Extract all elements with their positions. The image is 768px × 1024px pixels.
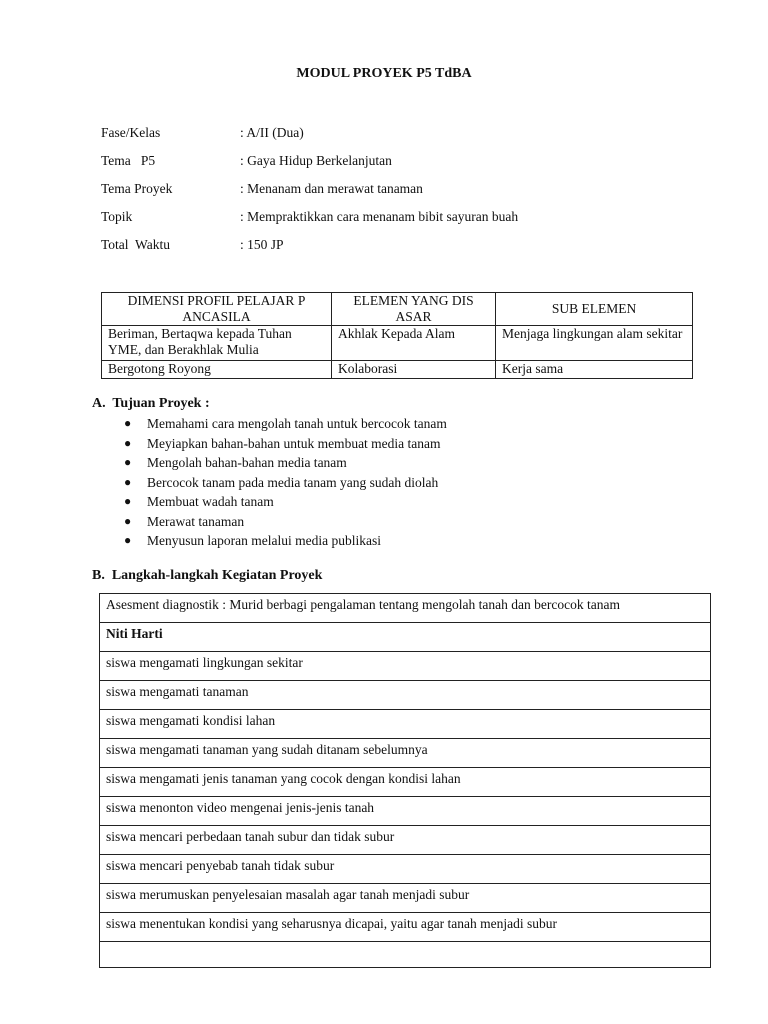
table-cell: Bergotong Royong [102, 361, 332, 379]
list-item-text: Bercocok tanam pada media tanam yang sudah diolah [147, 474, 439, 490]
bullet-icon: ● [124, 533, 132, 547]
list-item [124, 492, 447, 512]
info-value: : A/II (Dua) [240, 125, 304, 140]
table-row [100, 594, 711, 623]
module-info [101, 124, 621, 264]
info-value: : Menanam dan merawat tanaman [240, 181, 423, 196]
table-row [100, 739, 711, 768]
list-item-text: Meyiapkan bahan-bahan untuk membuat media tanam [147, 435, 441, 451]
info-label: Total Waktu [101, 237, 170, 252]
list-item-text: Merawat tanaman [147, 513, 245, 529]
bullet-icon: ● [124, 435, 132, 450]
table-row [100, 681, 711, 710]
table-cell: siswa mengamati jenis tanaman yang cocok dengan kondisi lahan [100, 768, 711, 797]
info-row-theme [101, 152, 621, 180]
header-dimension: DIMENSI PROFIL PELAJAR P ANCASILA [102, 293, 332, 326]
table-cell: siswa mencari penyebab tanah tidak subur [100, 855, 711, 884]
list-item-text: Membuat wadah tanam [147, 494, 274, 509]
table-row [100, 855, 711, 884]
info-row-project-theme [101, 180, 621, 208]
list-item [124, 453, 447, 473]
table-cell: siswa mengamati tanaman [100, 681, 711, 710]
bullet-icon: ● [124, 474, 132, 489]
table-cell: Akhlak Kepada Alam [332, 326, 496, 361]
table-row [100, 710, 711, 739]
info-value: : 150 JP [240, 237, 284, 252]
table-cell [100, 942, 711, 968]
info-label: Tema Proyek [101, 181, 173, 196]
table-cell: siswa mencari perbedaan tanah subur dan tidak subur [100, 826, 711, 855]
info-label: Tema P5 [101, 153, 156, 168]
info-value: : Gaya Hidup Berkelanjutan [240, 153, 392, 168]
table-row [100, 768, 711, 797]
list-item-text: Menyusun laporan melalui media publikasi [147, 533, 381, 548]
profile-table-header-row [102, 293, 693, 326]
bullet-icon: ● [124, 455, 132, 469]
info-value: : Mempraktikkan cara menanam bibit sayuran buah [240, 209, 519, 224]
list-item [124, 414, 447, 434]
table-cell: Menjaga lingkungan alam sekitar [496, 326, 693, 361]
section-b-heading: B. Langkah-langkah Kegiatan Proyek [92, 568, 323, 583]
info-label: Fase/Kelas [101, 125, 161, 140]
table-row [100, 884, 711, 913]
profile-table [101, 292, 693, 379]
table-cell: Kolaborasi [332, 361, 496, 379]
table-row [100, 826, 711, 855]
table-row [100, 913, 711, 942]
table-row [102, 361, 693, 379]
table-cell: siswa mengamati tanaman yang sudah ditanam sebelumnya [100, 739, 711, 768]
table-row [100, 623, 711, 652]
table-cell: siswa merumuskan penyelesaian masalah agar tanah menjadi subur [100, 884, 711, 913]
table-cell: Kerja sama [496, 361, 693, 379]
table-row [100, 942, 711, 968]
list-item [124, 473, 447, 493]
table-cell: siswa menonton video mengenai jenis-jenis tanah [100, 797, 711, 826]
list-item-text: Mengolah bahan-bahan media tanam [147, 455, 347, 470]
info-label: Topik [101, 209, 133, 224]
info-row-total-time [101, 236, 621, 264]
table-row [100, 797, 711, 826]
header-element: ELEMEN YANG DIS ASAR [332, 293, 496, 326]
bullet-icon: ● [124, 416, 132, 430]
table-cell: siswa mengamati kondisi lahan [100, 710, 711, 739]
list-item-text: Memahami cara mengolah tanah untuk bercocok tanam [147, 416, 447, 431]
project-goals-list [124, 414, 447, 551]
info-row-phase [101, 124, 621, 152]
activity-steps-table [99, 593, 711, 968]
table-cell: siswa menentukan kondisi yang seharusnya dicapai, yaitu agar tanah menjadi subur [100, 913, 711, 942]
table-row [100, 652, 711, 681]
header-sub-element: SUB ELEMEN [496, 293, 693, 326]
list-item [124, 434, 447, 454]
bullet-icon: ● [124, 513, 132, 528]
bullet-icon: ● [124, 494, 132, 508]
table-cell: Asesment diagnostik : Murid berbagi pengalaman tentang mengolah tanah dan bercocok tanam [100, 594, 711, 623]
list-item [124, 512, 447, 532]
table-cell: Beriman, Bertaqwa kepada Tuhan YME, dan Berakhlak Mulia [102, 326, 332, 361]
table-row [102, 326, 693, 361]
info-row-topic [101, 208, 621, 236]
table-cell: siswa mengamati lingkungan sekitar [100, 652, 711, 681]
list-item [124, 531, 447, 551]
document-title: MODUL PROYEK P5 TdBA [296, 66, 472, 81]
table-cell: Niti Harti [100, 623, 711, 652]
section-a-heading: A. Tujuan Proyek : [92, 396, 210, 411]
